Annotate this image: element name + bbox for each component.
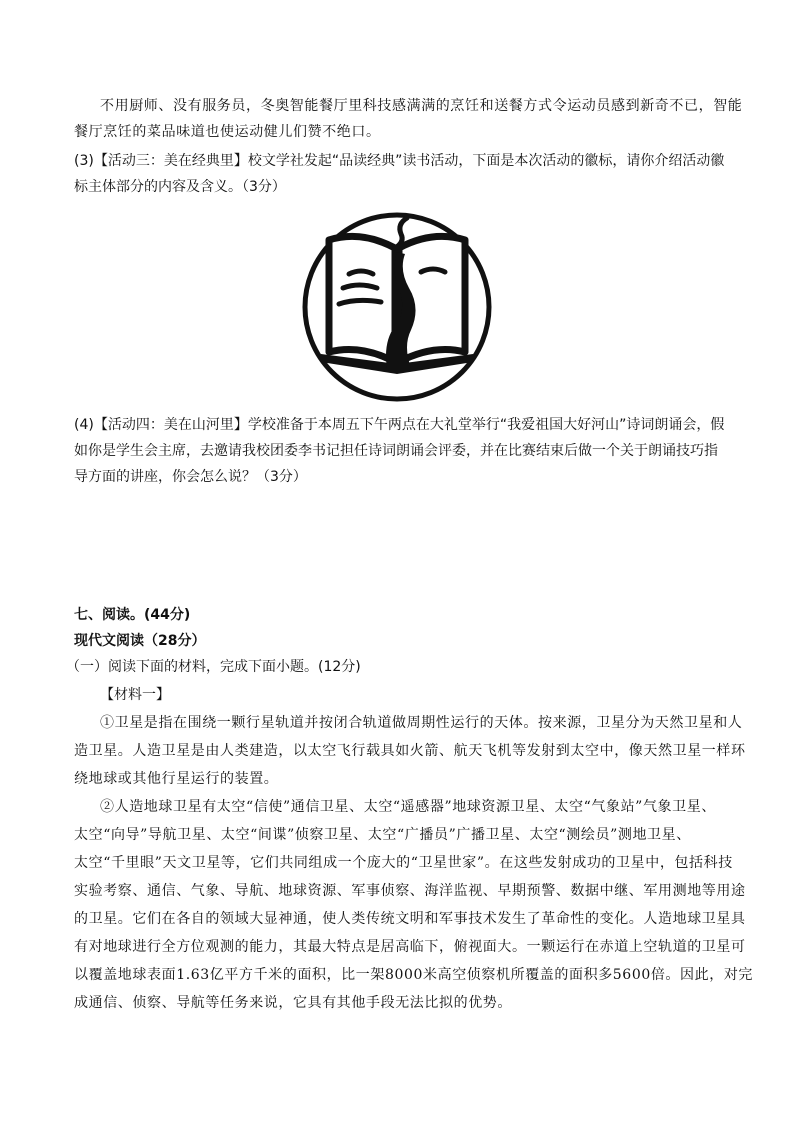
question-3-line1: (3)【活动三：美在经典里】校文学社发起“品读经典”读书活动，下面是本次活动的徽标，请你介绍活动徽 — [74, 153, 725, 169]
section-7-subtitle: 现代文阅读（28分） — [74, 633, 206, 649]
paragraph-2-line6: 有对地球进行全方位观测的能力，其最大特点是居高临下，俯视面大。一颗运行在赤道上空轨道的卫星可 — [74, 939, 746, 955]
open-book-emblem-icon — [299, 212, 495, 402]
top-paragraph-line1: 不用厨师、没有服务员，冬奥智能餐厅里科技感满满的烹饪和送餐方式令运动员感到新奇不已，智能 — [100, 98, 743, 114]
question-4-line1: (4)【活动四：美在山河里】学校准备于本周五下午两点在大礼堂举行“我爱祖国大好河山”诗词朗诵会，假 — [74, 417, 725, 433]
paragraph-2-line8: 成通信、侦察、导航等任务来说，它具有其他手段无法比拟的优势。 — [74, 995, 512, 1011]
paragraph-2-line5: 的卫星。它们在各自的领域大显神通，使人类传统文明和军事技术发生了革命性的变化。人造地球卫星具 — [74, 911, 746, 927]
question-4-line2: 如你是学生会主席，去邀请我校团委李书记担任诗词朗诵会评委，并在比赛结束后做一个关于朗诵技巧指 — [74, 443, 718, 459]
paragraph-2-line4: 实验考察、通信、气象、导航、地球资源、军事侦察、海洋监视、早期预警、数据中继、军用测地等用途 — [74, 883, 746, 899]
section-7-title: 七、阅读。(44分) — [74, 607, 191, 623]
material-1-label: 【材料一】 — [100, 687, 170, 703]
paragraph-2-line1: ②人造地球卫星有太空“信使”通信卫星、太空“遥感器”地球资源卫星、太空“气象站”气象卫星、 — [100, 799, 716, 815]
paragraph-1-line3: 绕地球或其他行星运行的装置。 — [74, 771, 279, 787]
paragraph-1-line1: ①卫星是指在围绕一颗行星轨道并按闭合轨道做周期性运行的天体。按来源，卫星分为天然卫星和人 — [100, 715, 743, 731]
paragraph-2-line2: 太空“向导”导航卫星、太空“间谍”侦察卫星、太空“广播员”广播卫星、太空“测绘员”测地卫星、 — [74, 827, 691, 843]
question-4-line3: 导方面的讲座，你会怎么说？（3分） — [74, 469, 307, 485]
part-1-instruction: （一）阅读下面的材料，完成下面小题。(12分) — [66, 659, 361, 675]
paragraph-2-line3: 太空“千里眼”天文卫星等，它们共同组成一个庞大的“卫星世家”。在这些发射成功的卫星中，包括科技 — [74, 855, 733, 871]
top-paragraph-line2: 餐厅烹饪的菜品味道也使运动健儿们赞不绝口。 — [74, 124, 381, 140]
paragraph-2-line7: 以覆盖地球表面1.63亿平方千米的面积，比一架8000米高空侦察机所覆盖的面积多5600倍。因此，对完 — [74, 967, 754, 983]
paragraph-1-line2: 造卫星。人造卫星是由人类建造，以太空飞行载具如火箭、航天飞机等发射到太空中，像天然卫星一样环 — [74, 743, 746, 759]
question-3-line2: 标主体部分的内容及含义。（3分） — [74, 179, 286, 195]
